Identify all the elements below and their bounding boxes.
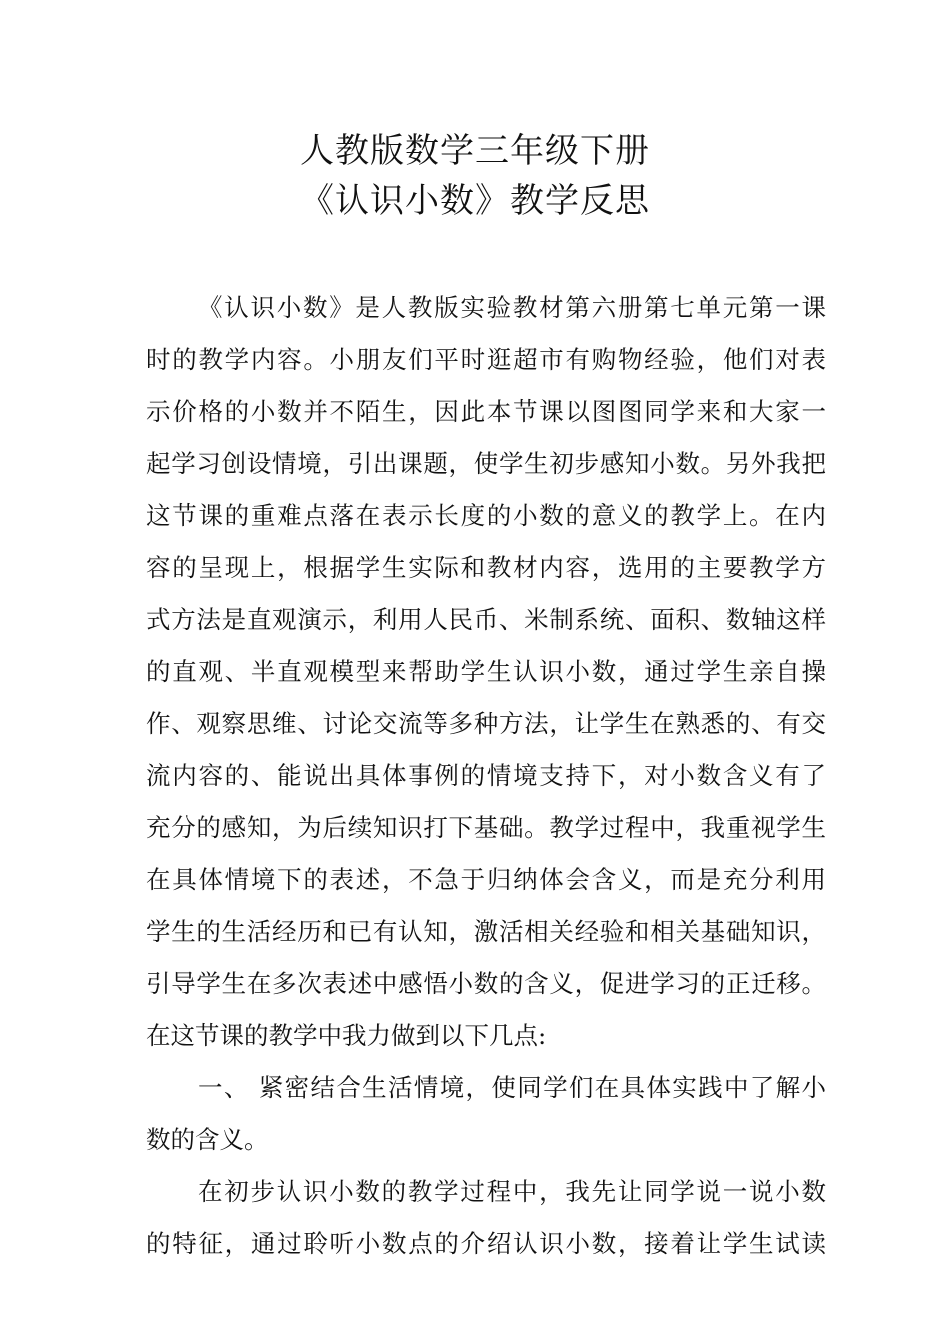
paragraph-line: 在这节课的教学中我力做到以下几点: bbox=[146, 1021, 547, 1050]
paragraph-line: 流内容的、能说出具体事例的情境支持下，对小数含义有了 bbox=[146, 761, 826, 790]
document-title bbox=[0, 126, 950, 226]
paragraph-line: 充分的感知，为后续知识打下基础。教学过程中，我重视学生 bbox=[146, 813, 826, 842]
paragraph-line: 学生的生活经历和已有认知，激活相关经验和相关基础知识， bbox=[146, 917, 826, 946]
paragraph-line: 引导学生在多次表述中感悟小数的含义，促进学习的正迁移。 bbox=[146, 969, 826, 998]
paragraph-line: 这节课的重难点落在表示长度的小数的意义的教学上。在内 bbox=[146, 501, 826, 530]
paragraph-line: 《认识小数》是人教版实验教材第六册第七单元第一课 bbox=[198, 293, 826, 322]
paragraph-line: 在初步认识小数的教学过程中，我先让同学说一说小数 bbox=[198, 1177, 826, 1206]
paragraph-line: 的特征，通过聆听小数点的介绍认识小数，接着让学生试读 bbox=[146, 1229, 826, 1258]
section-heading-line: 数的含义。 bbox=[146, 1125, 269, 1154]
paragraph-line: 在具体情境下的表述，不急于归纳体会含义，而是充分利用 bbox=[146, 865, 826, 894]
paragraph-line: 时的教学内容。小朋友们平时逛超市有购物经验，他们对表 bbox=[146, 345, 826, 374]
paragraph-line: 起学习创设情境，引出课题，使学生初步感知小数。另外我把 bbox=[146, 449, 826, 478]
section-heading-line: 一、 紧密结合生活情境，使同学们在具体实践中了解小 bbox=[198, 1073, 826, 1102]
title-line-1: 人教版数学三年级下册 bbox=[300, 131, 650, 171]
paragraph-line: 容的呈现上，根据学生实际和教材内容，选用的主要教学方 bbox=[146, 553, 826, 582]
paragraph-line: 作、观察思维、讨论交流等多种方法，让学生在熟悉的、有交 bbox=[146, 709, 826, 738]
title-line-2: 《认识小数》教学反思 bbox=[300, 181, 650, 221]
paragraph-line: 示价格的小数并不陌生，因此本节课以图图同学来和大家一 bbox=[146, 397, 826, 426]
paragraph-line: 式方法是直观演示，利用人民币、米制系统、面积、数轴这样 bbox=[146, 605, 826, 634]
paragraph-line: 的直观、半直观模型来帮助学生认识小数，通过学生亲自操 bbox=[146, 657, 826, 686]
document-body bbox=[146, 282, 826, 1270]
